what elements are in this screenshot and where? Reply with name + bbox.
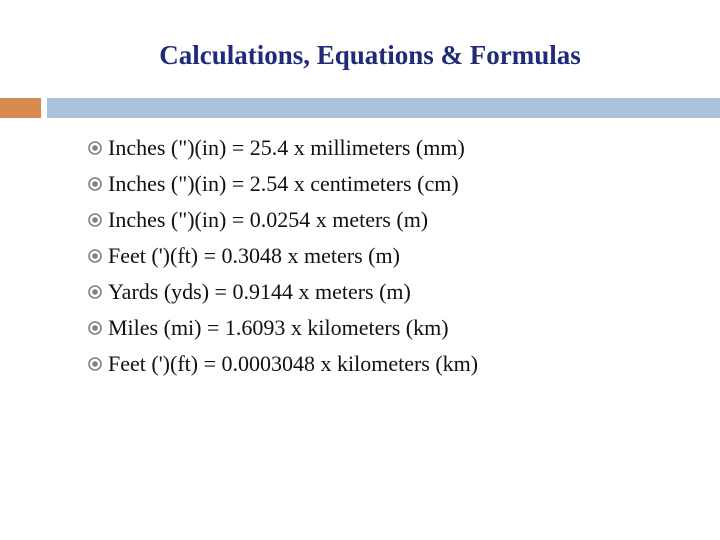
circle-dot-bullet-icon [87, 284, 103, 300]
bullet-text: Inches (")(in) = 0.0254 x meters (m) [108, 207, 429, 232]
circle-dot-bullet-icon [87, 356, 103, 372]
bullet-item [87, 274, 478, 310]
bullet-item [87, 130, 478, 166]
bullet-item [87, 166, 478, 202]
bullet-item [87, 310, 478, 346]
bullet-list [87, 130, 478, 382]
circle-dot-bullet-icon [87, 248, 103, 264]
accent-bar-left [0, 98, 41, 118]
bullet-text: Inches (")(in) = 2.54 x centimeters (cm) [108, 171, 459, 196]
bullet-text: Yards (yds) = 0.9144 x meters (m) [108, 279, 411, 304]
circle-dot-bullet-icon [87, 176, 103, 192]
bullet-text: Feet (')(ft) = 0.0003048 x kilometers (km) [108, 351, 479, 376]
bullet-item [87, 346, 478, 382]
slide-title: Calculations, Equations & Formulas [159, 40, 581, 70]
bullet-item [87, 202, 478, 238]
bullet-text: Inches (")(in) = 25.4 x millimeters (mm) [108, 135, 465, 160]
accent-bar-right [47, 98, 720, 118]
bullet-item [87, 238, 478, 274]
circle-dot-bullet-icon [87, 140, 103, 156]
bullet-text: Miles (mi) = 1.6093 x kilometers (km) [108, 315, 449, 340]
bullet-text: Feet (')(ft) = 0.3048 x meters (m) [108, 243, 400, 268]
circle-dot-bullet-icon [87, 212, 103, 228]
circle-dot-bullet-icon [87, 320, 103, 336]
